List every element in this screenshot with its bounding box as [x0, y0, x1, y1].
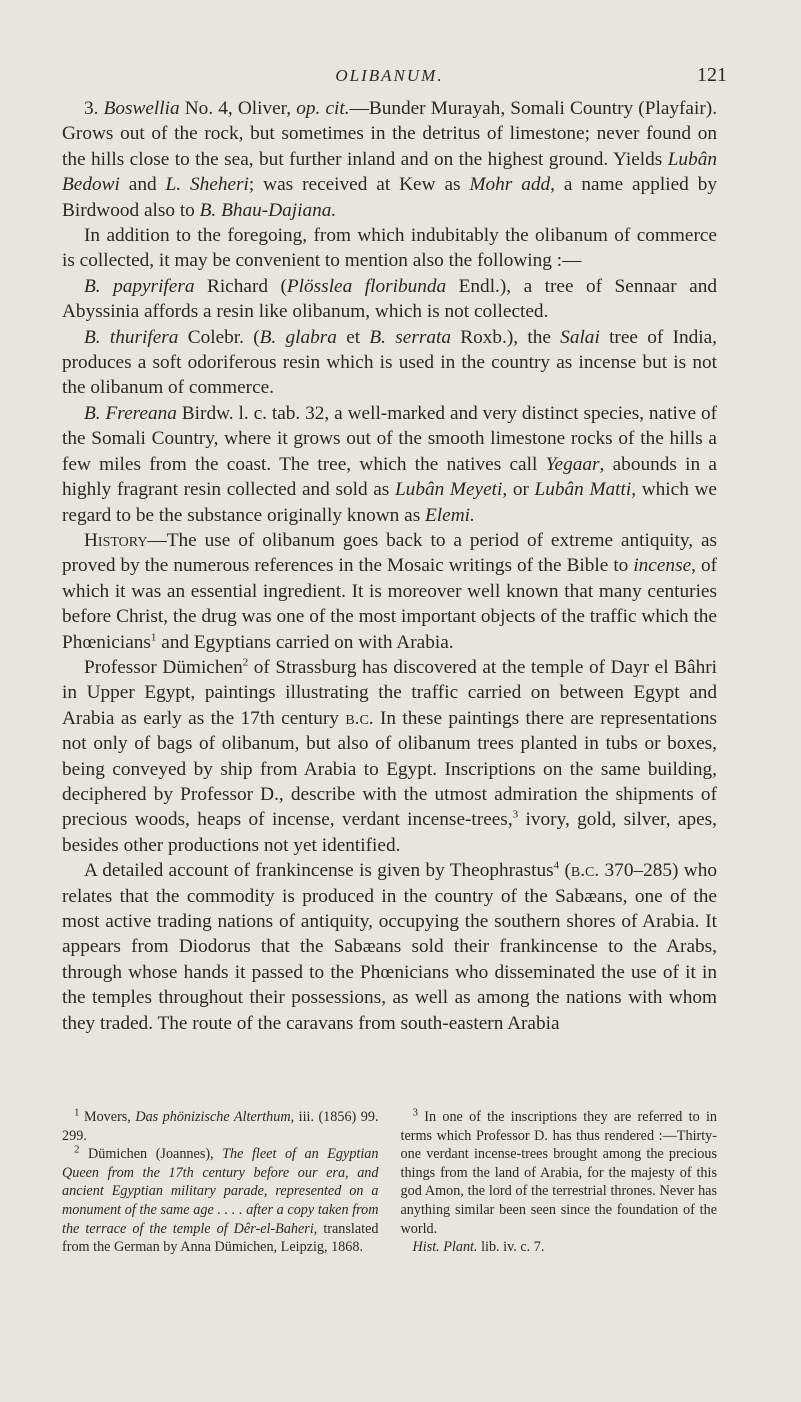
footnote: $^1$ Movers, Das phönizische Alterthum, iii. (1856) 99. 299. — [62, 1106, 379, 1144]
footnote: $^2$ Dümichen (Joannes), The fleet of an Egyptian Queen from the 17th century before our era, and ancient Egyptian military parade, represented on a monument of the same age . . . . after a copy taken from the terrace of the temple of Dêr-el-Baheri, translated from the German by Anna Dümichen, Leipzig, 1868. — [62, 1143, 379, 1256]
paragraph: Professor Dümichen$^2$ of Strassburg has discovered at the temple of Dayr el Bâhri in Upper Egypt, paintings illustrating the traffic carried on between Egypt and Arabia as early as the 17th century b.c. In these paintings there are representations not only of bags of olibanum, but also of olibanum trees planted in tubs or boxes, being conveyed by ship from Arabia to Egypt. Inscriptions on the same building, deciphered by Professor D., describe with the utmost admiration the shipments of precious woods, heaps of incense, verdant incense-trees,$^3$ ivory, gold, silver, apes, besides other productions not yet identified. — [62, 656, 717, 856]
running-head — [62, 0, 727, 96]
footnotes — [62, 1108, 717, 1257]
paragraph: B. Frereana Birdw. l. c. tab. 32, a well-marked and very distinct species, native of the Somali Country, where it grows out of the smooth limestone rocks of the hills a few miles from the coast. The tree, which the natives call Yegaar, abounds in a highly fragrant resin collected and sold as Lubân Meyeti, or Lubân Matti, which we regard to be the substance originally known as Elemi. — [62, 402, 718, 526]
footnote-column-right — [401, 1108, 718, 1257]
footnote: Hist. Plant. lib. iv. c. 7. — [412, 1239, 545, 1256]
running-title: OLIBANUM. — [335, 66, 444, 85]
body-text — [62, 96, 717, 1036]
page-number: 121 — [697, 64, 727, 86]
paragraph: In addition to the foregoing, from which indubitably the olibanum of commerce is collected, it may be convenient to mention also the following :— — [62, 225, 717, 272]
footnote: $^3$ In one of the inscriptions they are referred to in terms which Professor D. has thus rendered :—Thirty-one verdant incense-trees brought among the precious things from the land of Arabia, for the majesty of this god Amon, the lord of the terrestrial thrones. Never has anything similar been seen since the foundation of the world. — [400, 1106, 717, 1237]
paragraph: A detailed account of frankincense is given by Theophrastus$^4$ (b.c. 370–285) who relates that the commodity is produced in the country of the Sabæans, one of the most active trading nations of antiquity, occupying the southern shores of Arabia. It appears from Diodorus that the Sabæans sold their frankincense to the Arabs, through whose hands it passed to the Phœnicians who disseminated the use of it in the temples throughout their possessions, as well as among the nations with whom they traded. The route of the caravans from south-eastern Arabia — [62, 859, 717, 1034]
paragraph: History—The use of olibanum goes back to a period of extreme antiquity, as proved by the numerous references in the Mosaic writings of the Bible to incense, of which it was an essential ingredient. It is moreover well known that many centuries before Christ, the drug was one of the most important objects of the traffic which the Phœnicians$^1$ and Egyptians carried on with Arabia. — [62, 529, 718, 653]
paragraph: 3. Boswellia No. 4, Oliver, op. cit.—Bunder Murayah, Somali Country (Playfair). Grows out of the rock, but sometimes in the detritus of limestone; never found on the hills close to the sea, but further inland and on the highest ground. Yields Lubân Bedowi and L. Sheheri; was received at Kew as Mohr add, a name applied by Birdwood also to B. Bhau-Dajiana. — [62, 98, 718, 221]
paragraph: B. papyrifera Richard (Plösslea floribunda Endl.), a tree of Sennaar and Abyssinia affords a resin like olibanum, which is not collected. — [62, 275, 717, 323]
footnote-column-left — [62, 1108, 379, 1257]
paragraph: B. thurifera Colebr. (B. glabra et B. serrata Roxb.), the Salai tree of India, produces a soft odoriferous resin which is used in the country as incense but is not the olibanum of commerce. — [62, 326, 718, 399]
